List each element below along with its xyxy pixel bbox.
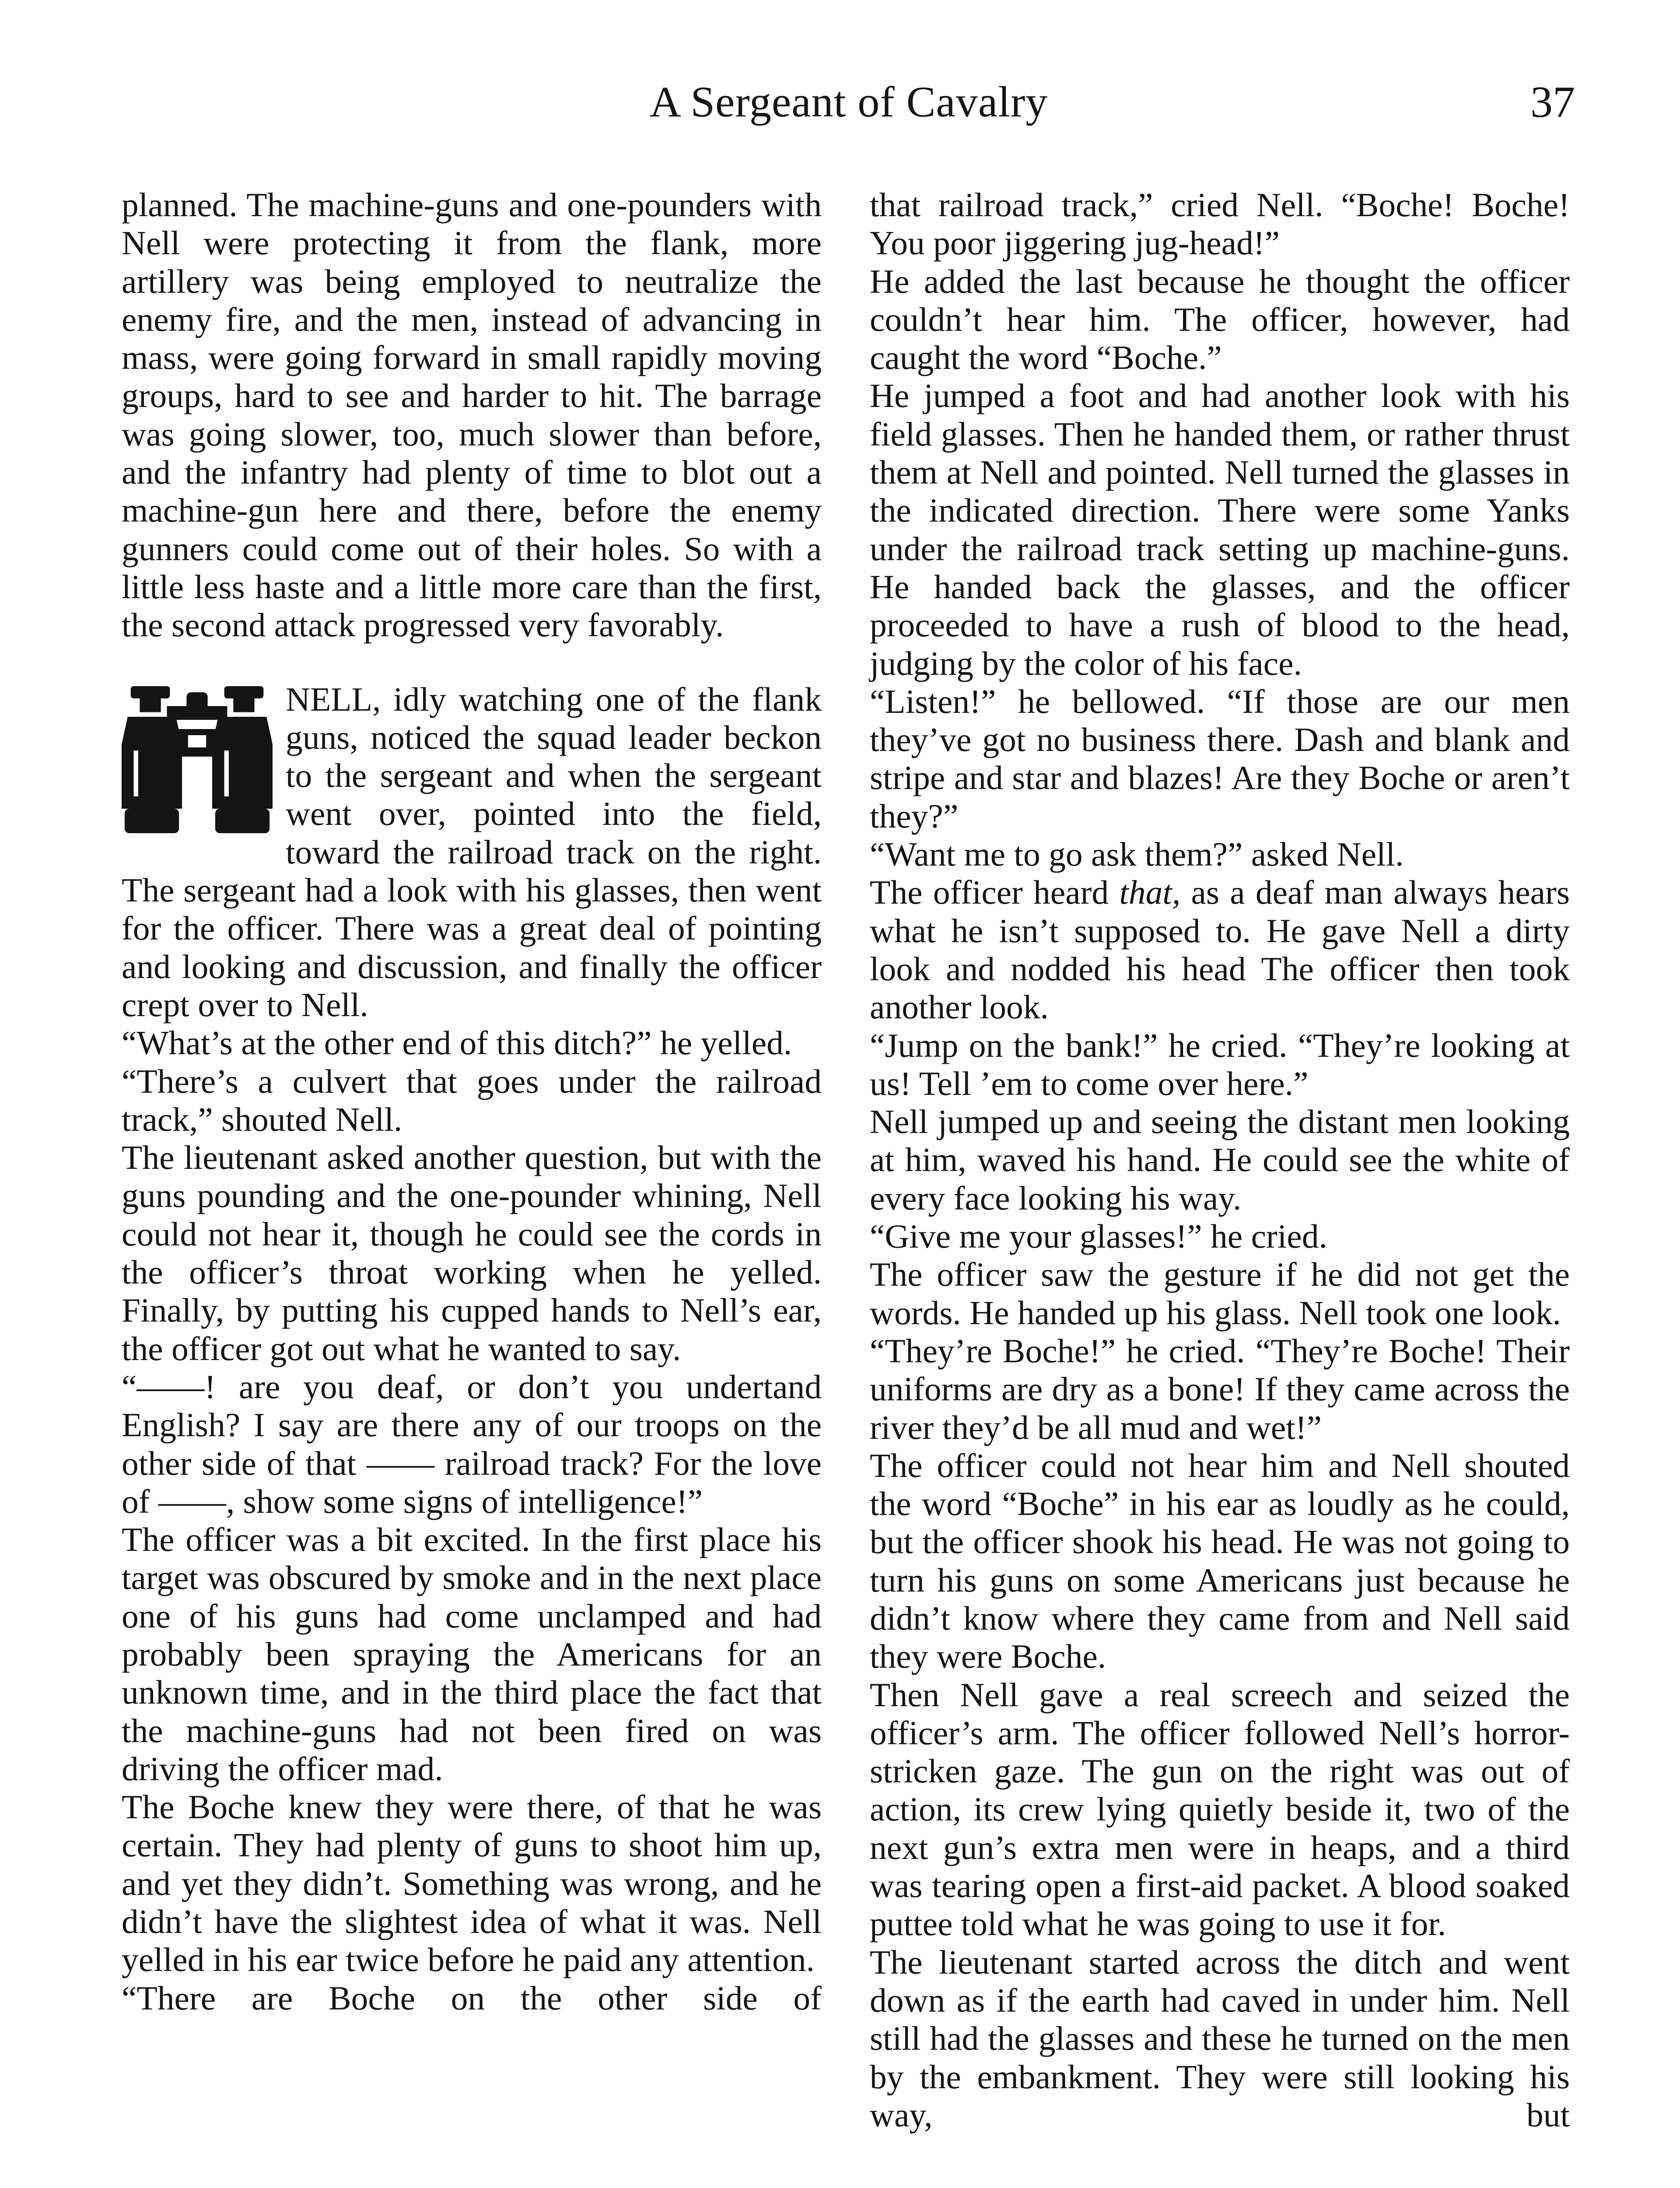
paragraph: “What’s at the other end of this ditch?” he yelled. [122,1024,792,1062]
paragraph: “There are Boche on the other side of [122,1979,822,2017]
binoculars-icon [122,683,273,836]
paragraph: that railroad track,” cried Nell. “Boche! Boche! You poor jiggering jug-head!” [870,186,1570,262]
paragraph [870,873,1570,1026]
paragraph: The lieutenant started across the ditch and went down as if the earth had caved in under him. Nell still had the glasses and these he turned on the men by the embankment. They were still looking his way, but [870,1943,1570,2134]
paragraph: “——! are you deaf, or don’t you undertand English? I say are there any of our troops on the other side of that —— railroad track? For the love of ——, show some signs of intelligence!” [122,1368,822,1520]
paragraph: The Boche knew they were there, of that he was certain. They had plenty of guns to shoot him up, and yet they didn’t. Something was wrong, and he didn’t have the slightest idea of what it was. Nell yelled in his ear twice before he paid any attention. [122,1788,822,1979]
paragraph: The lieutenant asked another question, but with the guns pounding and the one-pounder whining, Nell could not hear it, though he could see the cords in the officer’s throat working when he yelled. Finally, by putting his cupped hands to Nell’s ear, the officer got out what he wanted to say. [122,1139,822,1368]
paragraph: “Want me to go ask them?” asked Nell. [870,835,1404,873]
paragraph: “They’re Boche!” he cried. “They’re Boche! Their uniforms are dry as a bone! If they came across the river they’d be all mud and wet!” [870,1332,1570,1446]
text-run: The officer heard [870,873,1120,912]
paragraph: NELL, idly watching one of the flank guns, noticed the squad leader beckon to the sergeant and when the sergeant went over, pointed into the field, toward the railroad track on the right. The sergeant had a look with his glasses, then went for the officer. There was a great deal of pointing and looking and discussion, and finally the officer crept over to Nell. [122,680,822,1024]
paragraph: He added the last because he thought the officer couldn’t hear him. The officer, however, had caught the word “Boche.” [870,262,1570,377]
paragraph: The officer saw the gesture if he did not get the words. He handed up his glass. Nell took one look. [870,1255,1570,1332]
text-run: as a deaf man always hears what he isn’t supposed to. He gave Nell a dirty look and nodded his head The officer then took another look. [870,873,1570,1026]
paragraph: “Give me your glasses!” he cried. [870,1217,1327,1255]
emphasis: that, [1119,873,1181,912]
left-column [122,186,822,2017]
paragraph: Then Nell gave a real screech and seized the officer’s arm. The officer followed Nell’s horror-stricken gaze. The gun on the right was out of action, its crew lying quietly beside it, two of the next gun’s extra men were in heaps, and a third was tearing open a first-aid packet. A blood soaked puttee told what he was going to use it for. [870,1676,1570,1943]
page-header [122,77,1575,147]
running-title: A Sergeant of Cavalry [649,77,1048,126]
paragraph: “Listen!” he bellowed. “If those are our men they’ve got no business there. Dash and blank and stripe and star and blazes! Are they Boche or aren’t they?” [870,682,1570,835]
paragraph: He jumped a foot and had another look with his field glasses. Then he handed them, or rather thrust them at Nell and pointed. Nell turned the glasses in the indicated direction. There were some Yanks under the railroad track setting up machine-guns. He handed back the glasses, and the officer proceeded to have a rush of blood to the head, judging by the color of his face. [870,377,1570,682]
paragraph: “There’s a culvert that goes under the railroad track,” shouted Nell. [122,1062,822,1138]
paragraph: The officer could not hear him and Nell shouted the word “Boche” in his ear as loudly as he could, but the officer shook his head. He was not going to turn his guns on some Americans just because he didn’t know where they came from and Nell said they were Boche. [870,1446,1570,1676]
paragraph: The officer was a bit excited. In the first place his target was obscured by smoke and in the next place one of his guns had come unclamped and had probably been spraying the Americans for an unknown time, and in the third place the fact that the machine-guns had not been fired on was driving the officer mad. [122,1521,822,1788]
paragraph: Nell jumped up and seeing the distant men looking at him, waved his hand. He could see the white of every face looking his way. [870,1103,1570,1217]
page-number: 37 [1530,77,1575,127]
paragraph: planned. The machine-guns and one-pounders with Nell were protecting it from the flank, more artillery was being employed to neutralize the enemy fire, and the men, instead of advancing in mass, were going forward in small rapidly moving groups, hard to see and harder to hit. The barrage was going slower, too, much slower than before, and the infantry had plenty of time to blot out a machine-gun here and there, before the enemy gunners could come out of their holes. So with a little less haste and a little more care than the first, the second attack progressed very favorably. [122,186,822,644]
section-opening [122,680,822,1024]
right-column [870,186,1570,2134]
paragraph: “Jump on the bank!” he cried. “They’re looking at us! Tell ’em to come over here.” [870,1026,1570,1102]
